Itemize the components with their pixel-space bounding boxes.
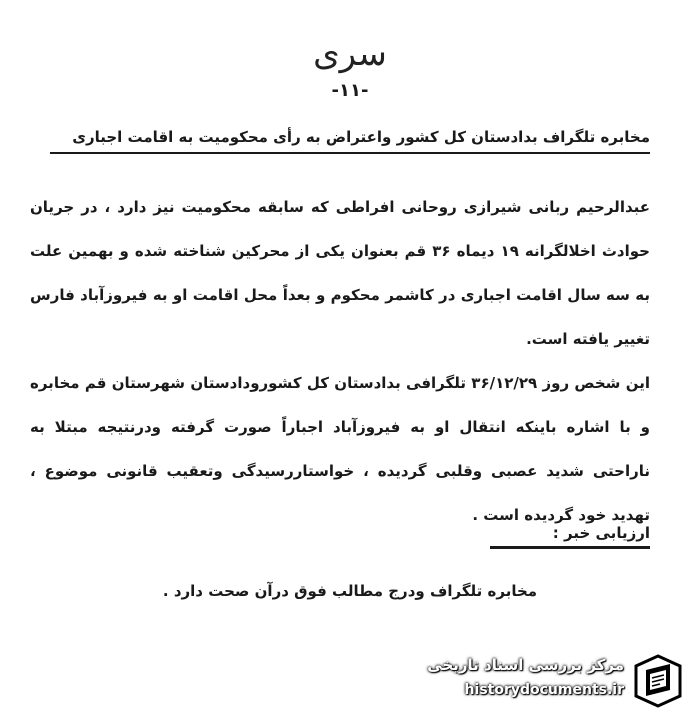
page-number: -۱۱- bbox=[331, 80, 369, 101]
verification-statement: مخابره تلگراف ودرج مطالب فوق درآن صحت دارد . bbox=[162, 582, 538, 600]
watermark bbox=[406, 652, 686, 708]
document-subject: مخابره تلگراف بدادستان کل کشور واعتراض به رأی محکومیت به اقامت اجباری bbox=[72, 128, 650, 146]
body-paragraph-2: این شخص روز ۳۶/۱۲/۲۹ تلگرافی بدادستان کل کشورودادستان شهرستان قم مخابره و با اشاره باینکه انتقال او به فیروزآباد اجباراً صورت گرفته ودرنتیجه مبتلا به ناراحتی شدید عصبی وقلبی گردیده ، خواستاررسیدگی وتعقیب قانونی موضوع ، تهدید خود گردیده است . bbox=[30, 374, 651, 524]
classification-stamp: سری bbox=[313, 34, 387, 74]
subject-underline bbox=[50, 152, 650, 154]
evaluation-underline bbox=[490, 546, 650, 549]
watermark-url: historydocuments.ir bbox=[464, 682, 624, 698]
watermark-name: مرکز بررسی اسناد تاریخی bbox=[427, 656, 624, 674]
document-body bbox=[30, 185, 650, 537]
document-center-logo-icon bbox=[630, 652, 686, 708]
body-paragraph-1: عبدالرحیم ربانی شیرازی روحانی افراطی که سابقه محکومیت نیز دارد ، در جریان حوادث اخلالگرانه ۱۹ دیماه ۳۶ قم بعنوان یکی از محرکین شناخته شده و بهمین علت به سه سال اقامت اجباری در کاشمر محکوم و بعداً محل اقامت او به فیروزآباد فارس تغییر یافته است. bbox=[30, 198, 650, 348]
evaluation-label: ارزیابی خبر : bbox=[552, 524, 650, 542]
